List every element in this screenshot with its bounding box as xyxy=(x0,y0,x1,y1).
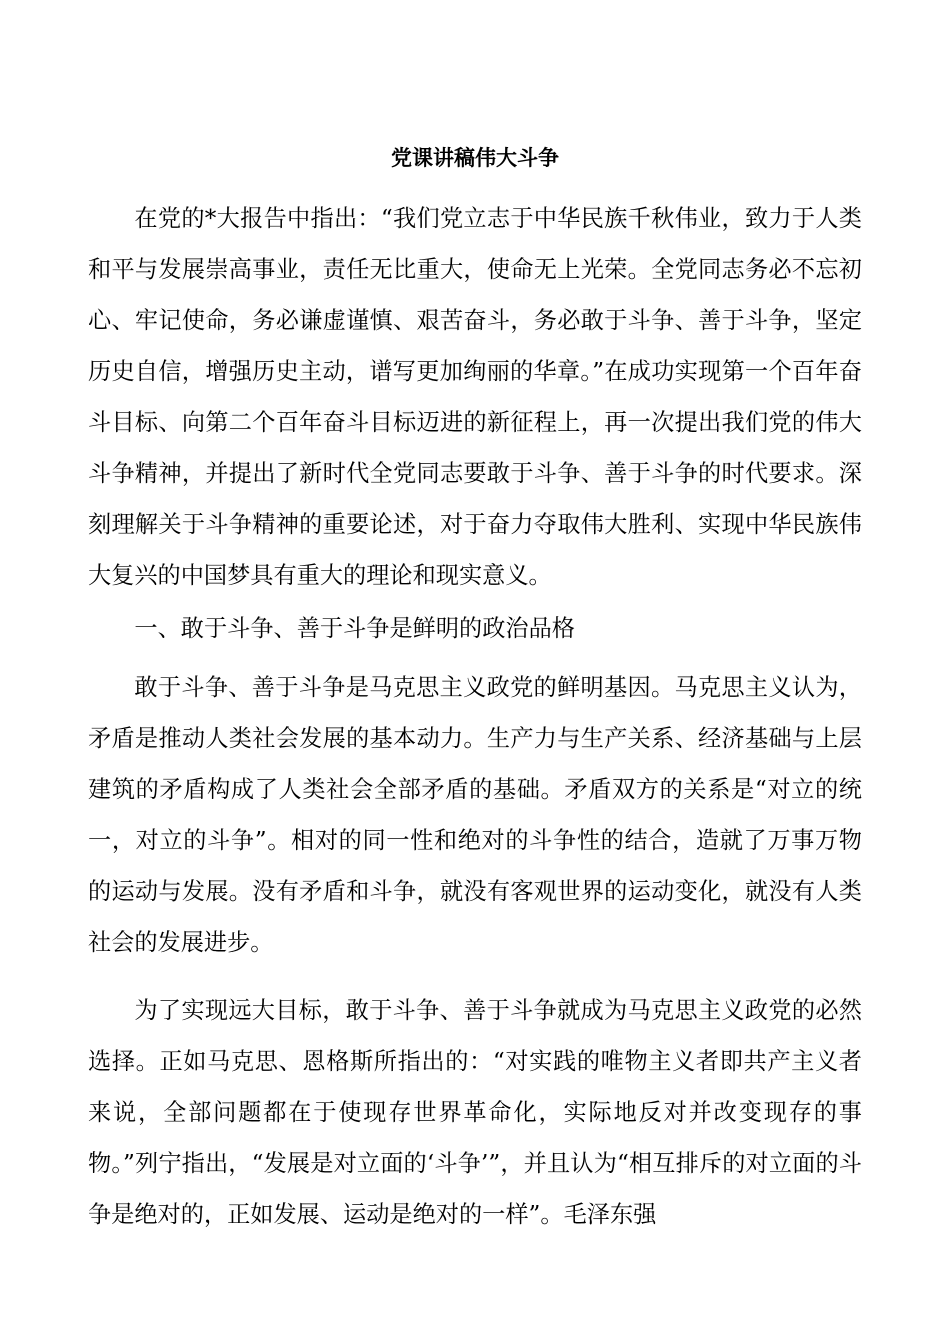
paragraph-goals: 为了实现远大目标，敢于斗争、善于斗争就成为马克思主义政党的必然选择。正如马克思、恩格斯所指出的：“对实践的唯物主义者即共产主义者来说，全部问题都在于使现存世界革命化，实际地反对并改变现存的事物。”列宁指出，“发展是对立面的‘斗争’”，并且认为“相互排斥的对立面的斗争是绝对的，正如发展、运动是绝对的一样”。毛泽东强 xyxy=(88,997,862,1228)
section-heading-1: 一、敢于斗争、善于斗争是鲜明的政治品格 xyxy=(134,615,575,642)
document-body xyxy=(88,193,862,1240)
paragraph-dialectics: 敢于斗争、善于斗争是马克思主义政党的鲜明基因。马克思主义认为，矛盾是推动人类社会发展的基本动力。生产力与生产关系、经济基础与上层建筑的矛盾构成了人类社会全部矛盾的基础。矛盾双方的关系是“对立的统一，对立的斗争”。相对的同一性和绝对的斗争性的结合，造就了万事万物的运动与发展。没有矛盾和斗争，就没有客观世界的运动变化，就没有人类社会的发展进步。 xyxy=(88,674,862,956)
document-title: 党课讲稿伟大斗争 xyxy=(391,146,559,170)
paragraph-intro: 在党的*大报告中指出：“我们党立志于中华民族千秋伟业，致力于人类和平与发展崇高事业，责任无比重大，使命无上光荣。全党同志务必不忘初心、牢记使命，务必谦虚谨慎、艰苦奋斗，务必敢于斗争、善于斗争，坚定历史自信，增强历史主动，谱写更加绚丽的华章。”在成功实现第一个百年奋斗目标、向第二个百年奋斗目标迈进的新征程上，再一次提出我们党的伟大斗争精神，并提出了新时代全党同志要敢于斗争、善于斗争的时代要求。深刻理解关于斗争精神的重要论述，对于奋力夺取伟大胜利、实现中华民族伟大复兴的中国梦具有重大的理论和现实意义。 xyxy=(88,205,862,589)
